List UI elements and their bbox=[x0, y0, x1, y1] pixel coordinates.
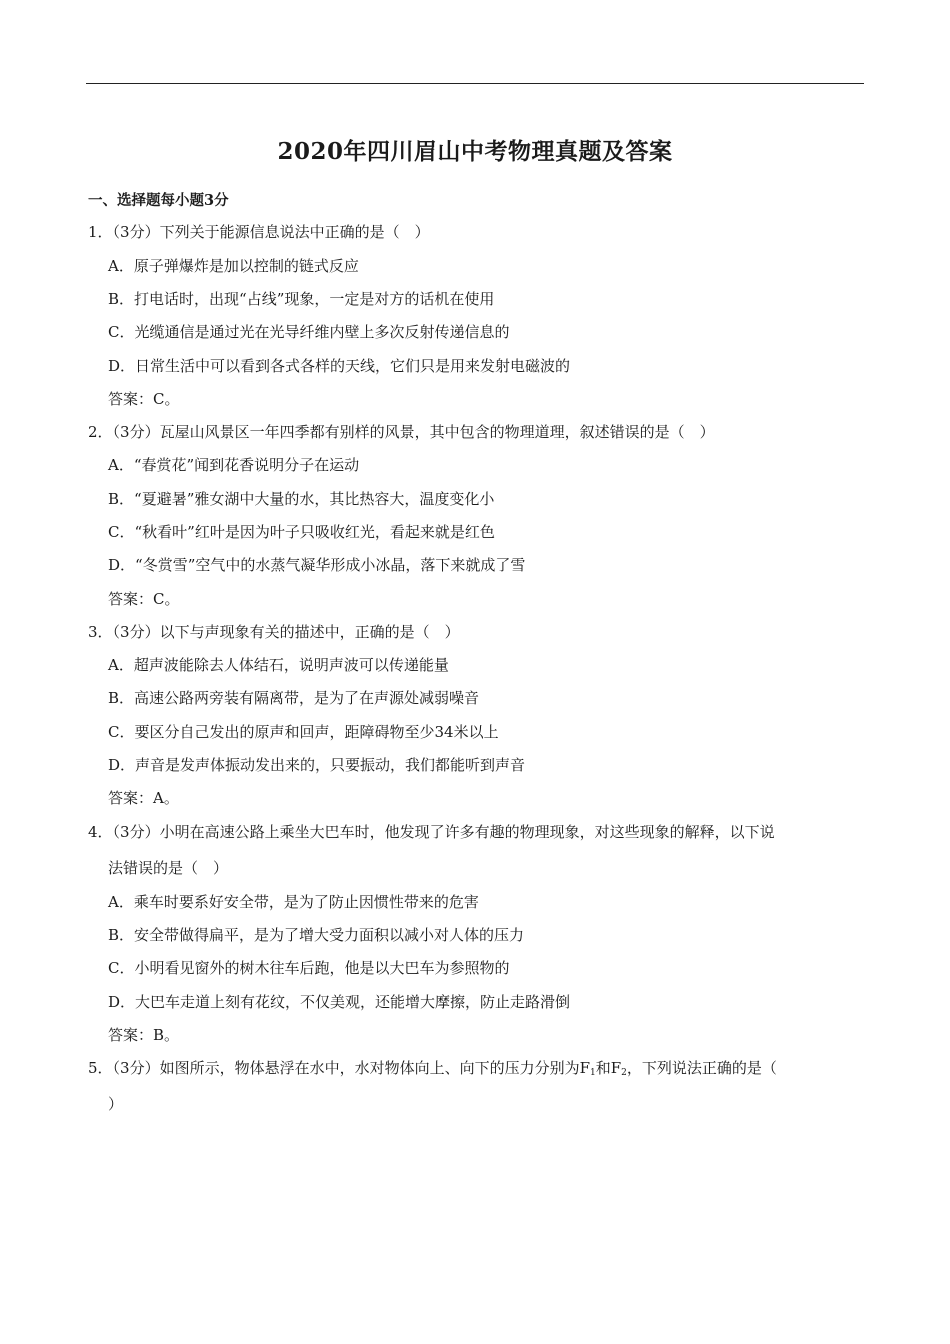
top-rule bbox=[86, 83, 864, 84]
question-4-option-a: A．乘车时要系好安全带，是为了防止因惯性带来的危害 bbox=[108, 893, 479, 911]
question-4-option-c: C．小明看见窗外的树木往车后跑，他是以大巴车为参照物的 bbox=[108, 959, 510, 977]
question-2-stem: 2．（3分）瓦屋山风景区一年四季都有别样的风景，其中包含的物理道理，叙述错误的是（ ） bbox=[88, 423, 715, 441]
question-5-stem-part-b: 和F bbox=[595, 1059, 622, 1077]
question-2-option-a: A．“春赏花”闻到花香说明分子在运动 bbox=[108, 456, 360, 474]
question-3-option-b: B．高速公路两旁装有隔离带，是为了在声源处减弱噪音 bbox=[108, 689, 480, 707]
question-4-answer: 答案：B。 bbox=[108, 1026, 180, 1044]
subscript-2: 2 bbox=[621, 1068, 627, 1078]
section-heading: 一、选择题每小题3分 bbox=[88, 192, 229, 209]
question-1-stem: 1．（3分）下列关于能源信息说法中正确的是（ ） bbox=[88, 223, 430, 241]
question-4-option-b: B．安全带做得扁平，是为了增大受力面积以减小对人体的压力 bbox=[108, 926, 525, 944]
question-4-option-d: D．大巴车走道上刻有花纹，不仅美观，还能增大摩擦，防止走路滑倒 bbox=[108, 993, 571, 1011]
question-2-answer: 答案：C。 bbox=[108, 590, 180, 608]
question-2-option-c: C．“秋看叶”红叶是因为叶子只吸收红光，看起来就是红色 bbox=[108, 523, 495, 541]
question-4-stem: 4．（3分）小明在高速公路上乘坐大巴车时，他发现了许多有趣的物理现象，对这些现象的解释，以下说 bbox=[88, 823, 775, 841]
subscript-1: 1 bbox=[590, 1068, 596, 1078]
question-1-option-c: C．光缆通信是通过光在光导纤维内壁上多次反射传递信息的 bbox=[108, 323, 510, 341]
question-3-option-d: D．声音是发声体振动发出来的，只要振动，我们都能听到声音 bbox=[108, 756, 526, 774]
question-5-stem-continued: ） bbox=[108, 1095, 124, 1113]
question-2-option-b: B．“夏避暑”雅女湖中大量的水，其比热容大，温度变化小 bbox=[108, 490, 495, 508]
question-5-stem-part-c: ，下列说法正确的是（ bbox=[626, 1059, 777, 1077]
question-3-stem: 3．（3分）以下与声现象有关的描述中，正确的是（ ） bbox=[88, 623, 460, 641]
question-3-answer: 答案：A。 bbox=[108, 789, 179, 807]
question-3-option-c: C．要区分自己发出的原声和回声，距障碍物至少34米以上 bbox=[108, 723, 499, 741]
question-4-stem-continued: 法错误的是（ ） bbox=[108, 859, 229, 877]
question-1-answer: 答案：C。 bbox=[108, 390, 180, 408]
page-title: 2020年四川眉山中考物理真题及答案 bbox=[277, 138, 673, 165]
question-1-option-d: D．日常生活中可以看到各式各样的天线，它们只是用来发射电磁波的 bbox=[108, 357, 571, 375]
question-2-option-d: D．“冬赏雪”空气中的水蒸气凝华形成小冰晶，落下来就成了雪 bbox=[108, 556, 526, 574]
question-3-option-a: A．超声波能除去人体结石，说明声波可以传递能量 bbox=[108, 656, 449, 674]
question-5-stem bbox=[88, 1058, 777, 1083]
question-5-stem-part-a: 5．（3分）如图所示，物体悬浮在水中，水对物体向上、向下的压力分别为F bbox=[88, 1059, 590, 1077]
question-1-option-a: A．原子弹爆炸是加以控制的链式反应 bbox=[108, 257, 359, 275]
question-1-option-b: B．打电话时，出现“占线”现象，一定是对方的话机在使用 bbox=[108, 290, 495, 308]
